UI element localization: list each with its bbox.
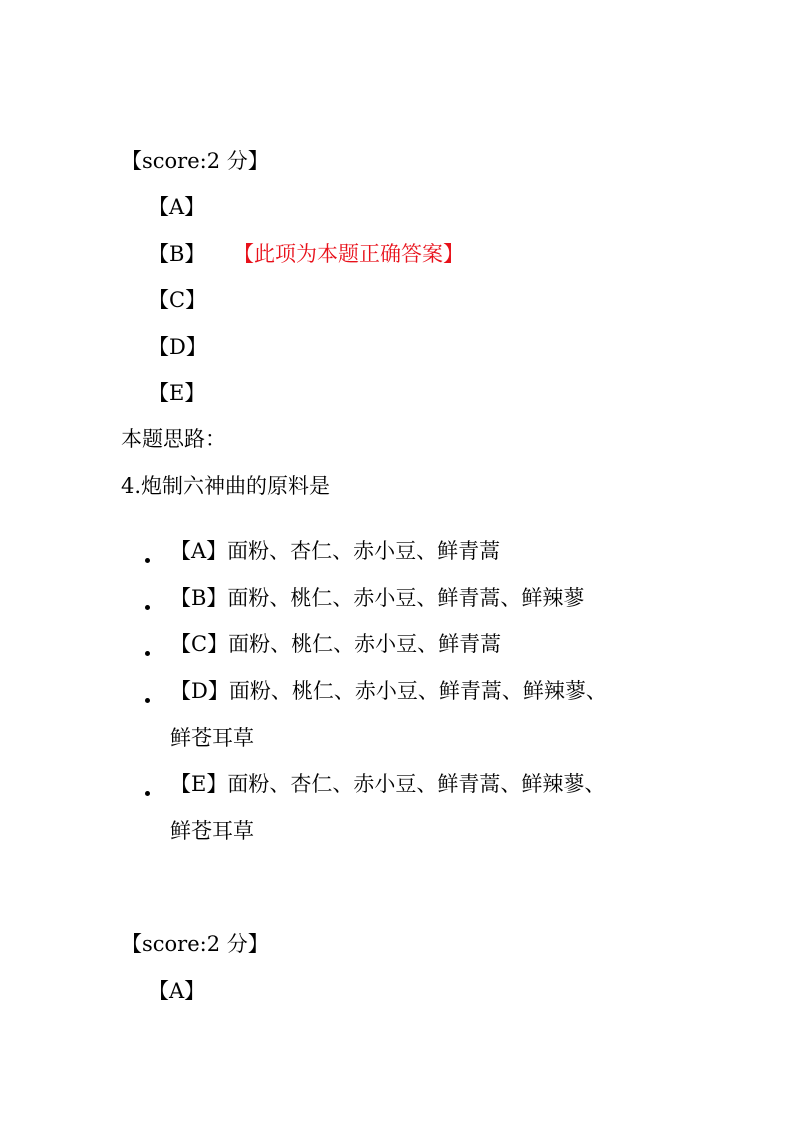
correct-answer-note: 【此项为本题正确答案】 [233,242,464,266]
option-a-label: 【A】 [148,195,206,219]
question-title: 4.炮制六神曲的原料是 [121,474,331,498]
bullet-icon [145,605,150,610]
score-label: 【score:2 分】 [121,149,269,173]
choice-d-text-continued: 鲜苍耳草 [170,726,254,750]
choice-c-text: 【C】面粉、桃仁、赤小豆、鲜青蒿 [170,632,502,656]
choice-d-text: 【D】面粉、桃仁、赤小豆、鲜青蒿、鲜辣蓼、 [170,679,607,703]
reasoning-label: 本题思路： [121,427,226,451]
choice-a-text: 【A】面粉、杏仁、赤小豆、鲜青蒿 [170,539,501,563]
option-b-label: 【B】 [148,242,206,266]
option-c-label: 【C】 [148,288,207,312]
score-label-2: 【score:2 分】 [121,932,269,956]
choice-e-text: 【E】面粉、杏仁、赤小豆、鲜青蒿、鲜辣蓼、 [170,772,606,796]
option-e-label: 【E】 [148,381,206,405]
bullet-icon [145,698,150,703]
choice-e-text-continued: 鲜苍耳草 [170,819,254,843]
option-a-label-2: 【A】 [148,979,206,1003]
bullet-icon [145,651,150,656]
bullet-icon [145,791,150,796]
bullet-icon [145,558,150,563]
choice-b-text: 【B】面粉、桃仁、赤小豆、鲜青蒿、鲜辣蓼 [170,586,585,610]
option-d-label: 【D】 [148,335,207,359]
